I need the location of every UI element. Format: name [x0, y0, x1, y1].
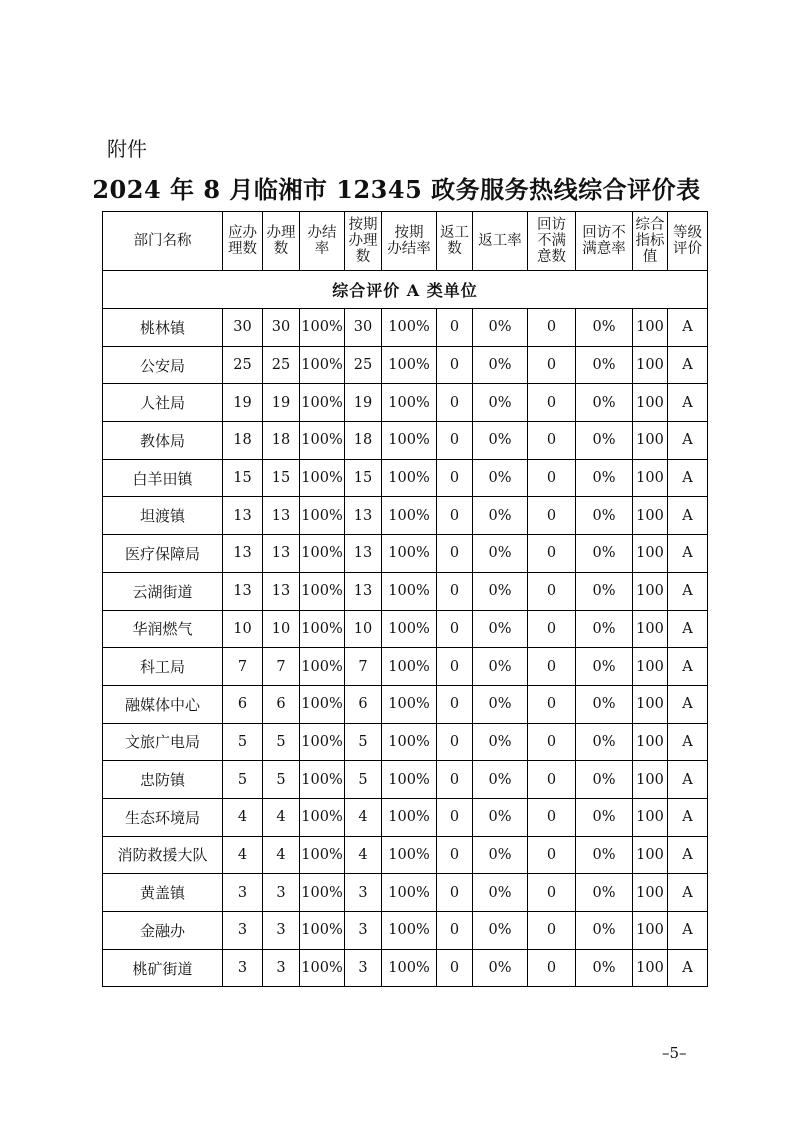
table-cell: 7: [263, 648, 300, 686]
table-cell: 5: [345, 723, 382, 761]
table-cell: 0%: [576, 459, 633, 497]
table-cell: 13: [345, 572, 382, 610]
department-name-cell: 华润燃气: [103, 610, 223, 648]
table-cell: 100: [633, 648, 668, 686]
table-cell: 100%: [300, 610, 345, 648]
table-cell: 0%: [473, 422, 528, 460]
table-row: [103, 610, 708, 648]
table-cell: 100%: [382, 949, 437, 987]
table-row: [103, 874, 708, 912]
table-cell: 0%: [576, 384, 633, 422]
page-number: –5–: [662, 1044, 687, 1062]
table-cell: 0: [437, 535, 473, 573]
table-cell: 5: [263, 723, 300, 761]
table-cell: 0: [437, 949, 473, 987]
table-cell: 100%: [300, 535, 345, 573]
table-cell: 0: [528, 610, 576, 648]
table-cell: 100%: [382, 912, 437, 950]
table-cell: 0%: [576, 497, 633, 535]
table-cell: A: [668, 572, 708, 610]
table-row: [103, 648, 708, 686]
table-row: [103, 497, 708, 535]
table-cell: A: [668, 497, 708, 535]
column-header: 按期 办结率: [382, 212, 437, 271]
table-cell: 100%: [300, 572, 345, 610]
table-cell: 4: [223, 836, 263, 874]
table-cell: 0%: [576, 535, 633, 573]
table-cell: 100%: [382, 535, 437, 573]
table-cell: 13: [223, 497, 263, 535]
table-cell: 100: [633, 535, 668, 573]
table-header-row: [103, 212, 708, 271]
department-name-cell: 坦渡镇: [103, 497, 223, 535]
table-cell: 13: [263, 497, 300, 535]
table-cell: 100: [633, 874, 668, 912]
table-cell: 100%: [382, 384, 437, 422]
table-cell: 0%: [576, 836, 633, 874]
table-cell: 0%: [473, 384, 528, 422]
table-cell: 0: [437, 384, 473, 422]
table-cell: 0: [437, 685, 473, 723]
table-cell: 100: [633, 685, 668, 723]
table-cell: 19: [345, 384, 382, 422]
table-cell: 0: [528, 459, 576, 497]
table-cell: 10: [223, 610, 263, 648]
section-row: [103, 271, 708, 309]
table-cell: A: [668, 459, 708, 497]
table-cell: 100%: [382, 723, 437, 761]
table-cell: A: [668, 648, 708, 686]
table-cell: 100%: [300, 949, 345, 987]
table-cell: 3: [263, 949, 300, 987]
table-cell: 0: [528, 836, 576, 874]
table-cell: 100%: [300, 685, 345, 723]
table-cell: 0: [437, 497, 473, 535]
table-cell: 100%: [382, 610, 437, 648]
column-header: 返工 数: [437, 212, 473, 271]
table-cell: 100%: [382, 874, 437, 912]
table-cell: 0: [437, 912, 473, 950]
table-cell: 0%: [576, 610, 633, 648]
page-title: 2024 年 8 月临湘市 12345 政务服务热线综合评价表: [92, 175, 701, 204]
table-cell: A: [668, 912, 708, 950]
table-cell: A: [668, 874, 708, 912]
table-cell: 30: [263, 309, 300, 347]
column-header: 返工率: [473, 212, 528, 271]
column-header: 部门名称: [103, 212, 223, 271]
table-cell: 0%: [576, 798, 633, 836]
table-cell: 0: [437, 761, 473, 799]
table-cell: 13: [263, 572, 300, 610]
table-cell: 0: [437, 346, 473, 384]
table-cell: 0: [528, 497, 576, 535]
table-cell: 4: [263, 836, 300, 874]
evaluation-table: [102, 211, 708, 987]
table-cell: 13: [345, 535, 382, 573]
table-cell: 0: [528, 422, 576, 460]
table-cell: 30: [345, 309, 382, 347]
table-cell: 5: [223, 723, 263, 761]
column-header: 等级 评价: [668, 212, 708, 271]
table-cell: 18: [345, 422, 382, 460]
table-cell: 0: [528, 685, 576, 723]
table-cell: 0%: [473, 874, 528, 912]
table-cell: 100%: [382, 761, 437, 799]
table-cell: 100%: [300, 497, 345, 535]
table-cell: 100%: [300, 798, 345, 836]
table-cell: 0%: [576, 422, 633, 460]
column-header: 回访不 满意率: [576, 212, 633, 271]
table-cell: 3: [223, 912, 263, 950]
table-cell: 0: [437, 836, 473, 874]
table-cell: A: [668, 610, 708, 648]
table-cell: A: [668, 723, 708, 761]
table-cell: 100%: [300, 459, 345, 497]
table-cell: 100%: [382, 346, 437, 384]
department-name-cell: 黄盖镇: [103, 874, 223, 912]
table-cell: 100: [633, 798, 668, 836]
table-cell: 3: [345, 949, 382, 987]
table-cell: 100%: [382, 798, 437, 836]
department-name-cell: 融媒体中心: [103, 685, 223, 723]
table-cell: A: [668, 685, 708, 723]
table-row: [103, 572, 708, 610]
table-cell: 100%: [382, 422, 437, 460]
table-row: [103, 949, 708, 987]
table-cell: 0%: [473, 836, 528, 874]
table-row: [103, 836, 708, 874]
table-cell: 100%: [382, 459, 437, 497]
table-cell: 0: [528, 723, 576, 761]
table-cell: 19: [263, 384, 300, 422]
table-cell: 25: [263, 346, 300, 384]
table-cell: A: [668, 309, 708, 347]
department-name-cell: 消防救援大队: [103, 836, 223, 874]
table-cell: 100%: [382, 648, 437, 686]
table-cell: 0: [437, 309, 473, 347]
table-cell: 15: [223, 459, 263, 497]
table-cell: 0: [437, 459, 473, 497]
column-header: 综合 指标 值: [633, 212, 668, 271]
table-cell: 13: [223, 572, 263, 610]
table-cell: 100: [633, 610, 668, 648]
table-cell: 0: [437, 648, 473, 686]
table-cell: A: [668, 836, 708, 874]
attachment-label: 附件: [107, 137, 147, 161]
table-cell: 0%: [576, 648, 633, 686]
table-cell: 0: [528, 572, 576, 610]
table-cell: 100: [633, 384, 668, 422]
table-cell: 0%: [576, 572, 633, 610]
table-row: [103, 685, 708, 723]
table-cell: 3: [263, 912, 300, 950]
table-row: [103, 798, 708, 836]
table-cell: 0%: [576, 309, 633, 347]
table-cell: 100%: [300, 384, 345, 422]
table-cell: A: [668, 949, 708, 987]
column-header: 按期 办理 数: [345, 212, 382, 271]
table-cell: 6: [223, 685, 263, 723]
table-cell: 0: [528, 761, 576, 799]
table-cell: 15: [345, 459, 382, 497]
table-cell: A: [668, 761, 708, 799]
table-cell: 100%: [300, 723, 345, 761]
table-cell: 100: [633, 761, 668, 799]
department-name-cell: 云湖街道: [103, 572, 223, 610]
table-cell: 100%: [382, 572, 437, 610]
table-cell: 100%: [300, 836, 345, 874]
table-cell: 100: [633, 572, 668, 610]
table-cell: 100%: [300, 422, 345, 460]
department-name-cell: 白羊田镇: [103, 459, 223, 497]
table-cell: 0: [528, 874, 576, 912]
table-cell: 0%: [473, 685, 528, 723]
table-row: [103, 346, 708, 384]
table-cell: 3: [345, 912, 382, 950]
column-header: 应办 理数: [223, 212, 263, 271]
table-cell: 0%: [576, 723, 633, 761]
table-cell: 0: [528, 346, 576, 384]
table-cell: 0%: [473, 723, 528, 761]
table-cell: 0%: [473, 949, 528, 987]
table-row: [103, 912, 708, 950]
table-cell: 0%: [473, 535, 528, 573]
table-cell: 100: [633, 723, 668, 761]
table-cell: 18: [263, 422, 300, 460]
table-cell: 0: [528, 912, 576, 950]
table-row: [103, 459, 708, 497]
table-cell: 0%: [473, 648, 528, 686]
department-name-cell: 科工局: [103, 648, 223, 686]
table-cell: A: [668, 535, 708, 573]
table-cell: 100%: [300, 309, 345, 347]
table-body: [103, 271, 708, 987]
table-cell: 0: [437, 874, 473, 912]
table-cell: 15: [263, 459, 300, 497]
table-cell: 0%: [576, 949, 633, 987]
table-cell: A: [668, 422, 708, 460]
section-label: 综合评价 A 类单位: [103, 271, 708, 309]
column-header: 办结 率: [300, 212, 345, 271]
table-cell: 0: [528, 384, 576, 422]
table-cell: 3: [223, 949, 263, 987]
table-cell: 100: [633, 346, 668, 384]
table-cell: 0%: [473, 761, 528, 799]
table-cell: 3: [345, 874, 382, 912]
table-cell: 0%: [473, 912, 528, 950]
table-cell: 0: [528, 309, 576, 347]
table-cell: 0%: [473, 572, 528, 610]
table-cell: 4: [345, 836, 382, 874]
table-cell: 6: [263, 685, 300, 723]
table-cell: 100%: [300, 912, 345, 950]
table-cell: 0: [528, 535, 576, 573]
department-name-cell: 生态环境局: [103, 798, 223, 836]
table-cell: 100%: [382, 836, 437, 874]
table-cell: 0: [437, 723, 473, 761]
table-cell: 0: [437, 422, 473, 460]
table-cell: 13: [223, 535, 263, 573]
table-row: [103, 309, 708, 347]
table-cell: 30: [223, 309, 263, 347]
department-name-cell: 桃林镇: [103, 309, 223, 347]
table-cell: 0%: [473, 610, 528, 648]
column-header: 办理 数: [263, 212, 300, 271]
department-name-cell: 教体局: [103, 422, 223, 460]
table-cell: 3: [263, 874, 300, 912]
table-cell: 0: [437, 572, 473, 610]
table-cell: 7: [345, 648, 382, 686]
department-name-cell: 公安局: [103, 346, 223, 384]
table-cell: A: [668, 346, 708, 384]
table-cell: 0%: [473, 346, 528, 384]
table-cell: 19: [223, 384, 263, 422]
table-cell: 100%: [382, 309, 437, 347]
table-row: [103, 761, 708, 799]
table-cell: 0: [528, 648, 576, 686]
table-cell: 0: [528, 798, 576, 836]
table-cell: A: [668, 384, 708, 422]
table-row: [103, 723, 708, 761]
table-row: [103, 384, 708, 422]
table-cell: 0%: [473, 459, 528, 497]
table-cell: 10: [263, 610, 300, 648]
table-cell: 25: [345, 346, 382, 384]
table-cell: 4: [223, 798, 263, 836]
table-cell: 4: [263, 798, 300, 836]
column-header: 回访 不满 意数: [528, 212, 576, 271]
table-cell: 4: [345, 798, 382, 836]
table-cell: 5: [223, 761, 263, 799]
table-cell: 0%: [576, 874, 633, 912]
table-cell: 100%: [300, 761, 345, 799]
table-cell: 5: [263, 761, 300, 799]
table-cell: 0: [437, 798, 473, 836]
table-cell: 100: [633, 949, 668, 987]
department-name-cell: 人社局: [103, 384, 223, 422]
table-cell: 0: [528, 949, 576, 987]
table-cell: 100%: [382, 497, 437, 535]
table-cell: 100: [633, 912, 668, 950]
table-cell: 100: [633, 309, 668, 347]
department-name-cell: 文旅广电局: [103, 723, 223, 761]
table-cell: 100%: [300, 346, 345, 384]
table-cell: 0: [437, 610, 473, 648]
table-cell: 100%: [382, 685, 437, 723]
table-cell: 100: [633, 422, 668, 460]
table-row: [103, 422, 708, 460]
table-cell: 0%: [576, 346, 633, 384]
table-cell: A: [668, 798, 708, 836]
table-cell: 6: [345, 685, 382, 723]
table-cell: 13: [345, 497, 382, 535]
table-cell: 0%: [576, 761, 633, 799]
table-cell: 7: [223, 648, 263, 686]
table-cell: 5: [345, 761, 382, 799]
table-cell: 100%: [300, 874, 345, 912]
table-cell: 25: [223, 346, 263, 384]
table-cell: 0%: [576, 685, 633, 723]
table-cell: 100: [633, 836, 668, 874]
table-cell: 0%: [473, 497, 528, 535]
department-name-cell: 桃矿街道: [103, 949, 223, 987]
table-cell: 10: [345, 610, 382, 648]
table-cell: 13: [263, 535, 300, 573]
table-cell: 100: [633, 459, 668, 497]
table-row: [103, 535, 708, 573]
table-cell: 0%: [473, 309, 528, 347]
table-cell: 100%: [300, 648, 345, 686]
table-cell: 100: [633, 497, 668, 535]
table-cell: 3: [223, 874, 263, 912]
table-cell: 0%: [473, 798, 528, 836]
table-cell: 18: [223, 422, 263, 460]
table-cell: 0%: [576, 912, 633, 950]
department-name-cell: 医疗保障局: [103, 535, 223, 573]
department-name-cell: 忠防镇: [103, 761, 223, 799]
department-name-cell: 金融办: [103, 912, 223, 950]
